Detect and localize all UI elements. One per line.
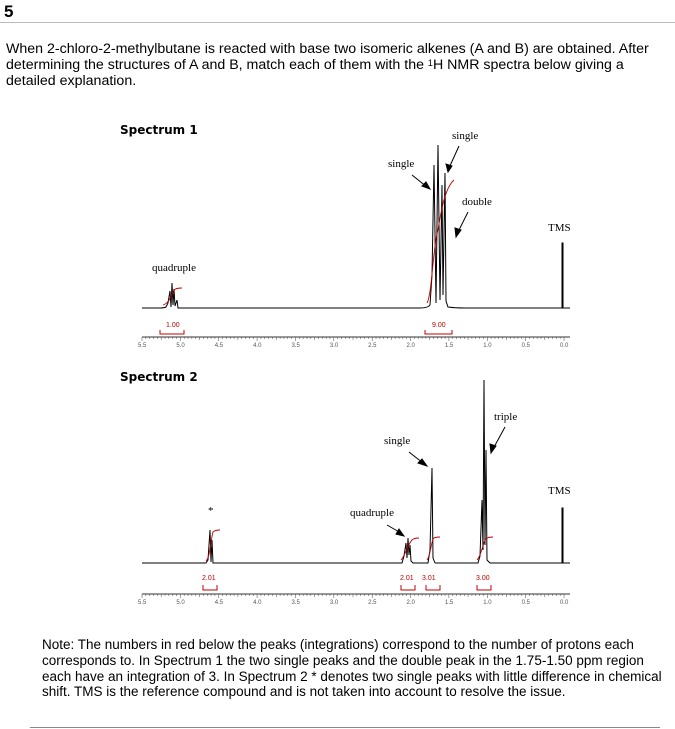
axis-tick-label: 2.0	[406, 600, 415, 606]
axis-tick-label: 3.5	[291, 600, 300, 606]
spectrum-1-plot	[130, 125, 580, 355]
axis-tick-label: 1.5	[444, 343, 454, 349]
spectrum-2-label-quadruple: quadruple	[350, 507, 394, 519]
spectrum-2-integration-1: 2.01	[202, 575, 216, 582]
spectrum-1-integration-2: 9.00	[432, 322, 446, 329]
spectrum-1-title: Spectrum 1	[120, 123, 198, 137]
axis-tick-label: 2.5	[368, 343, 377, 349]
spectrum-1-label-quadruple: quadruple	[152, 262, 196, 274]
spectrum-2-label-tms: TMS	[548, 485, 571, 497]
axis-tick-label: 2.5	[368, 600, 377, 606]
axis-tick-label: 4.5	[214, 600, 224, 606]
question-text-part-2: H NMR spectra below giving a detailed explanation.	[6, 57, 624, 89]
spectrum-2-integration-4: 3.00	[476, 575, 490, 582]
axis-tick-label: 1.0	[483, 343, 492, 349]
top-divider	[0, 22, 675, 23]
bottom-divider	[30, 727, 660, 728]
spectrum-1-label-single-1: single	[388, 158, 415, 170]
spectrum-2-integration-2: 2.01	[400, 575, 414, 582]
axis-tick-label: 5.0	[176, 343, 185, 349]
spectrum-1-label-double: double	[462, 196, 492, 208]
spectrum-2-title: Spectrum 2	[120, 370, 198, 384]
axis-tick-label: 3.0	[329, 600, 339, 606]
spectrum-1-integration-1: 1.00	[166, 322, 180, 329]
question-text-part-1: When 2-chloro-2-methylbutane is reacted with base two isomeric alkenes (A and B) are obtained. After determining the structures of A and B, match each of them with the	[6, 41, 649, 73]
axis-tick-label: 0.5	[521, 600, 530, 606]
axis-tick-label: 3.5	[291, 343, 300, 349]
axis-tick-label: 0.0	[560, 343, 569, 349]
axis-tick-label: 0.0	[560, 600, 569, 606]
h-superscript: 1	[427, 58, 433, 68]
axis-tick-label: 5.5	[138, 343, 147, 349]
axis-tick-label: 5.5	[138, 600, 147, 606]
axis-tick-label: 3.0	[329, 343, 339, 349]
spectrum-1-label-tms: TMS	[548, 222, 571, 234]
question-text	[6, 41, 670, 89]
spectrum-2-label-triple: triple	[494, 411, 518, 423]
axis-tick-label: 4.5	[214, 343, 224, 349]
axis-tick-label: 2.0	[406, 343, 415, 349]
note-text: Note: The numbers in red below the peaks (integrations) correspond to the number of protons each corresponds to. In Spectrum 1 the two single peaks and the double peak in the 1.75-1.50 ppm region each have an integration of 3. In Spectrum 2 * denotes two single peaks with little difference in chemical shift. TMS is the reference compound and is not taken into account to resolve the issue.	[42, 637, 662, 700]
spectrum-1-label-single-2: single	[452, 130, 479, 142]
spectrum-2-label-single: single	[384, 435, 411, 447]
axis-tick-label: 4.0	[253, 343, 262, 349]
spectrum-2-plot	[130, 380, 580, 610]
spectrum-2-integration-3: 3.01	[422, 575, 436, 582]
spectrum-2-label-star: *	[208, 505, 214, 517]
axis-tick-label: 5.0	[176, 600, 185, 606]
axis-tick-label: 1.5	[444, 600, 454, 606]
question-number: 5	[4, 2, 14, 21]
axis-tick-label: 4.0	[253, 600, 262, 606]
axis-tick-label: 1.0	[483, 600, 492, 606]
axis-tick-label: 0.5	[521, 343, 530, 349]
